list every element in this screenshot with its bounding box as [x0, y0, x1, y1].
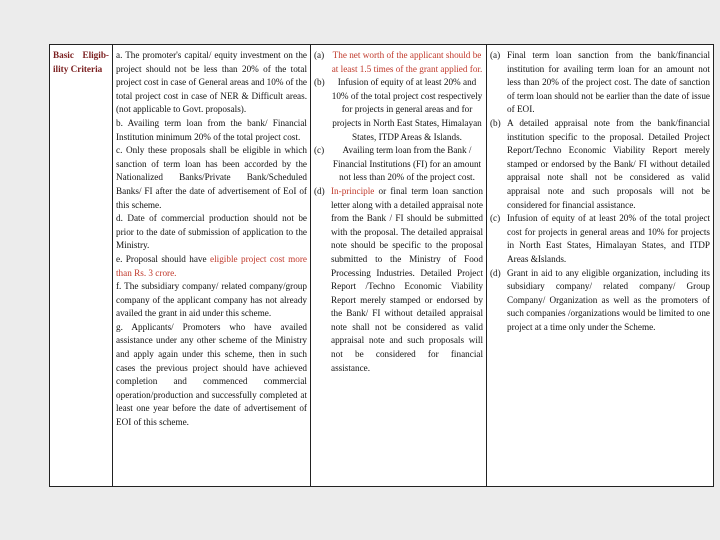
criterion-a: a. The promoter's capital/ equity investment on the project should not be less than 20% of the total project cost in case of General areas and 10% of the total project cost in case of NER & Difficult areas. (not applicable to Govt. proposals). — [116, 50, 307, 115]
row-label: Basic Eligib-ility Criteria — [50, 45, 113, 487]
criterion-d-text — [331, 185, 483, 375]
item-marker: (a) — [314, 50, 325, 60]
item-marker: (b) — [314, 77, 325, 88]
item-marker: (d) — [490, 267, 501, 278]
criterion-d — [314, 185, 483, 375]
criterion-e-highlight: eligible project cost more than Rs. 3 crore. — [116, 253, 307, 278]
criterion-a — [314, 49, 483, 76]
criterion-g: g. Applicants/ Promoters who have availed assistance under any other scheme of the Ministry and apply again under this scheme, then in such cases the previous project should have achieved completion and commenced commercial operation/production and successfully completed at least one year before the date of advertisement of EOI of this scheme. — [116, 321, 307, 428]
item-marker: (c) — [314, 145, 325, 156]
document-page — [49, 44, 713, 487]
table-row — [50, 45, 714, 487]
criterion-d-highlight: In-principle — [331, 185, 375, 196]
criterion-e-text: e. Proposal should have — [116, 253, 211, 264]
criterion-d-rest: or final term loan sanction letter along with a detailed appraisal note from the Bank / FI should be submitted with the proposal. The detailed appraisal note should be specific to the proposal submitted to the Ministry of Food Processing Industries. Detailed Project Report /Techno Economic Viability Report merely stamped or endorsed by the Bank/ FI without detailed appraisal note shall not be considered as valid appraisal note and such proposals will not be considered for financial assistance. — [331, 185, 483, 373]
criterion-e — [116, 253, 307, 280]
scheme-1-criteria — [113, 45, 311, 487]
eligibility-table — [49, 44, 714, 487]
criterion-b — [490, 117, 710, 212]
criterion-d: d. Date of commercial production should not be prior to the date of submission of application to the Ministry. — [116, 213, 307, 251]
criterion-d — [490, 267, 710, 335]
criterion-d-text: Grant in aid to any eligible organization, including its subsidiary company/ related company/ Group Company/ Organization as well as the promoters of such companies /organizations would be limited to one project at a time only under the Scheme. — [507, 267, 710, 332]
item-marker: (b) — [490, 117, 501, 128]
criterion-c-text: Availing term loan from the Bank / Financial Institutions (FI) for an amount not less than 20% of the project cost. — [332, 145, 482, 183]
item-marker: (d) — [314, 185, 325, 196]
criterion-a-highlight: The net worth of the applicant should be at least 1.5 times of the grant applied for. — [331, 50, 483, 74]
criterion-a-text: Final term loan sanction from the bank/financial institution for availing term loan for an amount not less than 20% of the project cost. The date of sanction of term loan should not be earlier than the date of issue of EOI. — [507, 50, 710, 115]
criterion-c: c. Only these proposals shall be eligible in which sanction of term loan has been accorded by the Nationalized Banks/Private Bank/Scheduled Banks/ FI after the date of advertisement of EoI of this scheme. — [116, 145, 307, 210]
criterion-b — [314, 76, 483, 144]
scheme-2-criteria — [311, 45, 487, 487]
criterion-b: b. Availing term loan from the bank/ Financial Institution minimum 20% of the total project cost. — [116, 117, 307, 142]
item-marker: (a) — [490, 50, 501, 60]
scheme-3-criteria — [487, 45, 714, 487]
item-marker: (c) — [490, 213, 501, 224]
criterion-b-text: A detailed appraisal note from the bank/financial institution specific to the proposal. Detailed Project Report/Techno Economic Viability Report merely stamped or endorsed by the Bank/ FI without detailed appraisal note shall not be considered as valid appraisal note and such proposals will not be considered for financial assistance. — [507, 117, 710, 210]
criterion-f: f. The subsidiary company/ related company/group company of the applicant company has not already availed the grant in aid under this scheme. — [116, 281, 307, 319]
criterion-c — [490, 212, 710, 266]
criterion-c-text: Infusion of equity of at least 20% of the total project cost for projects in general areas and 10% for projects in North East States, Himalayan States, and ITDP Areas &Islands. — [507, 213, 710, 264]
criterion-b-text: Infusion of equity of at least 20% and 10% of the total project cost respectively for projects in general areas and for projects in North East States, Himalayan States, ITDP Areas & Islands. — [331, 77, 483, 142]
criterion-a — [490, 49, 710, 117]
criterion-c — [314, 144, 483, 185]
